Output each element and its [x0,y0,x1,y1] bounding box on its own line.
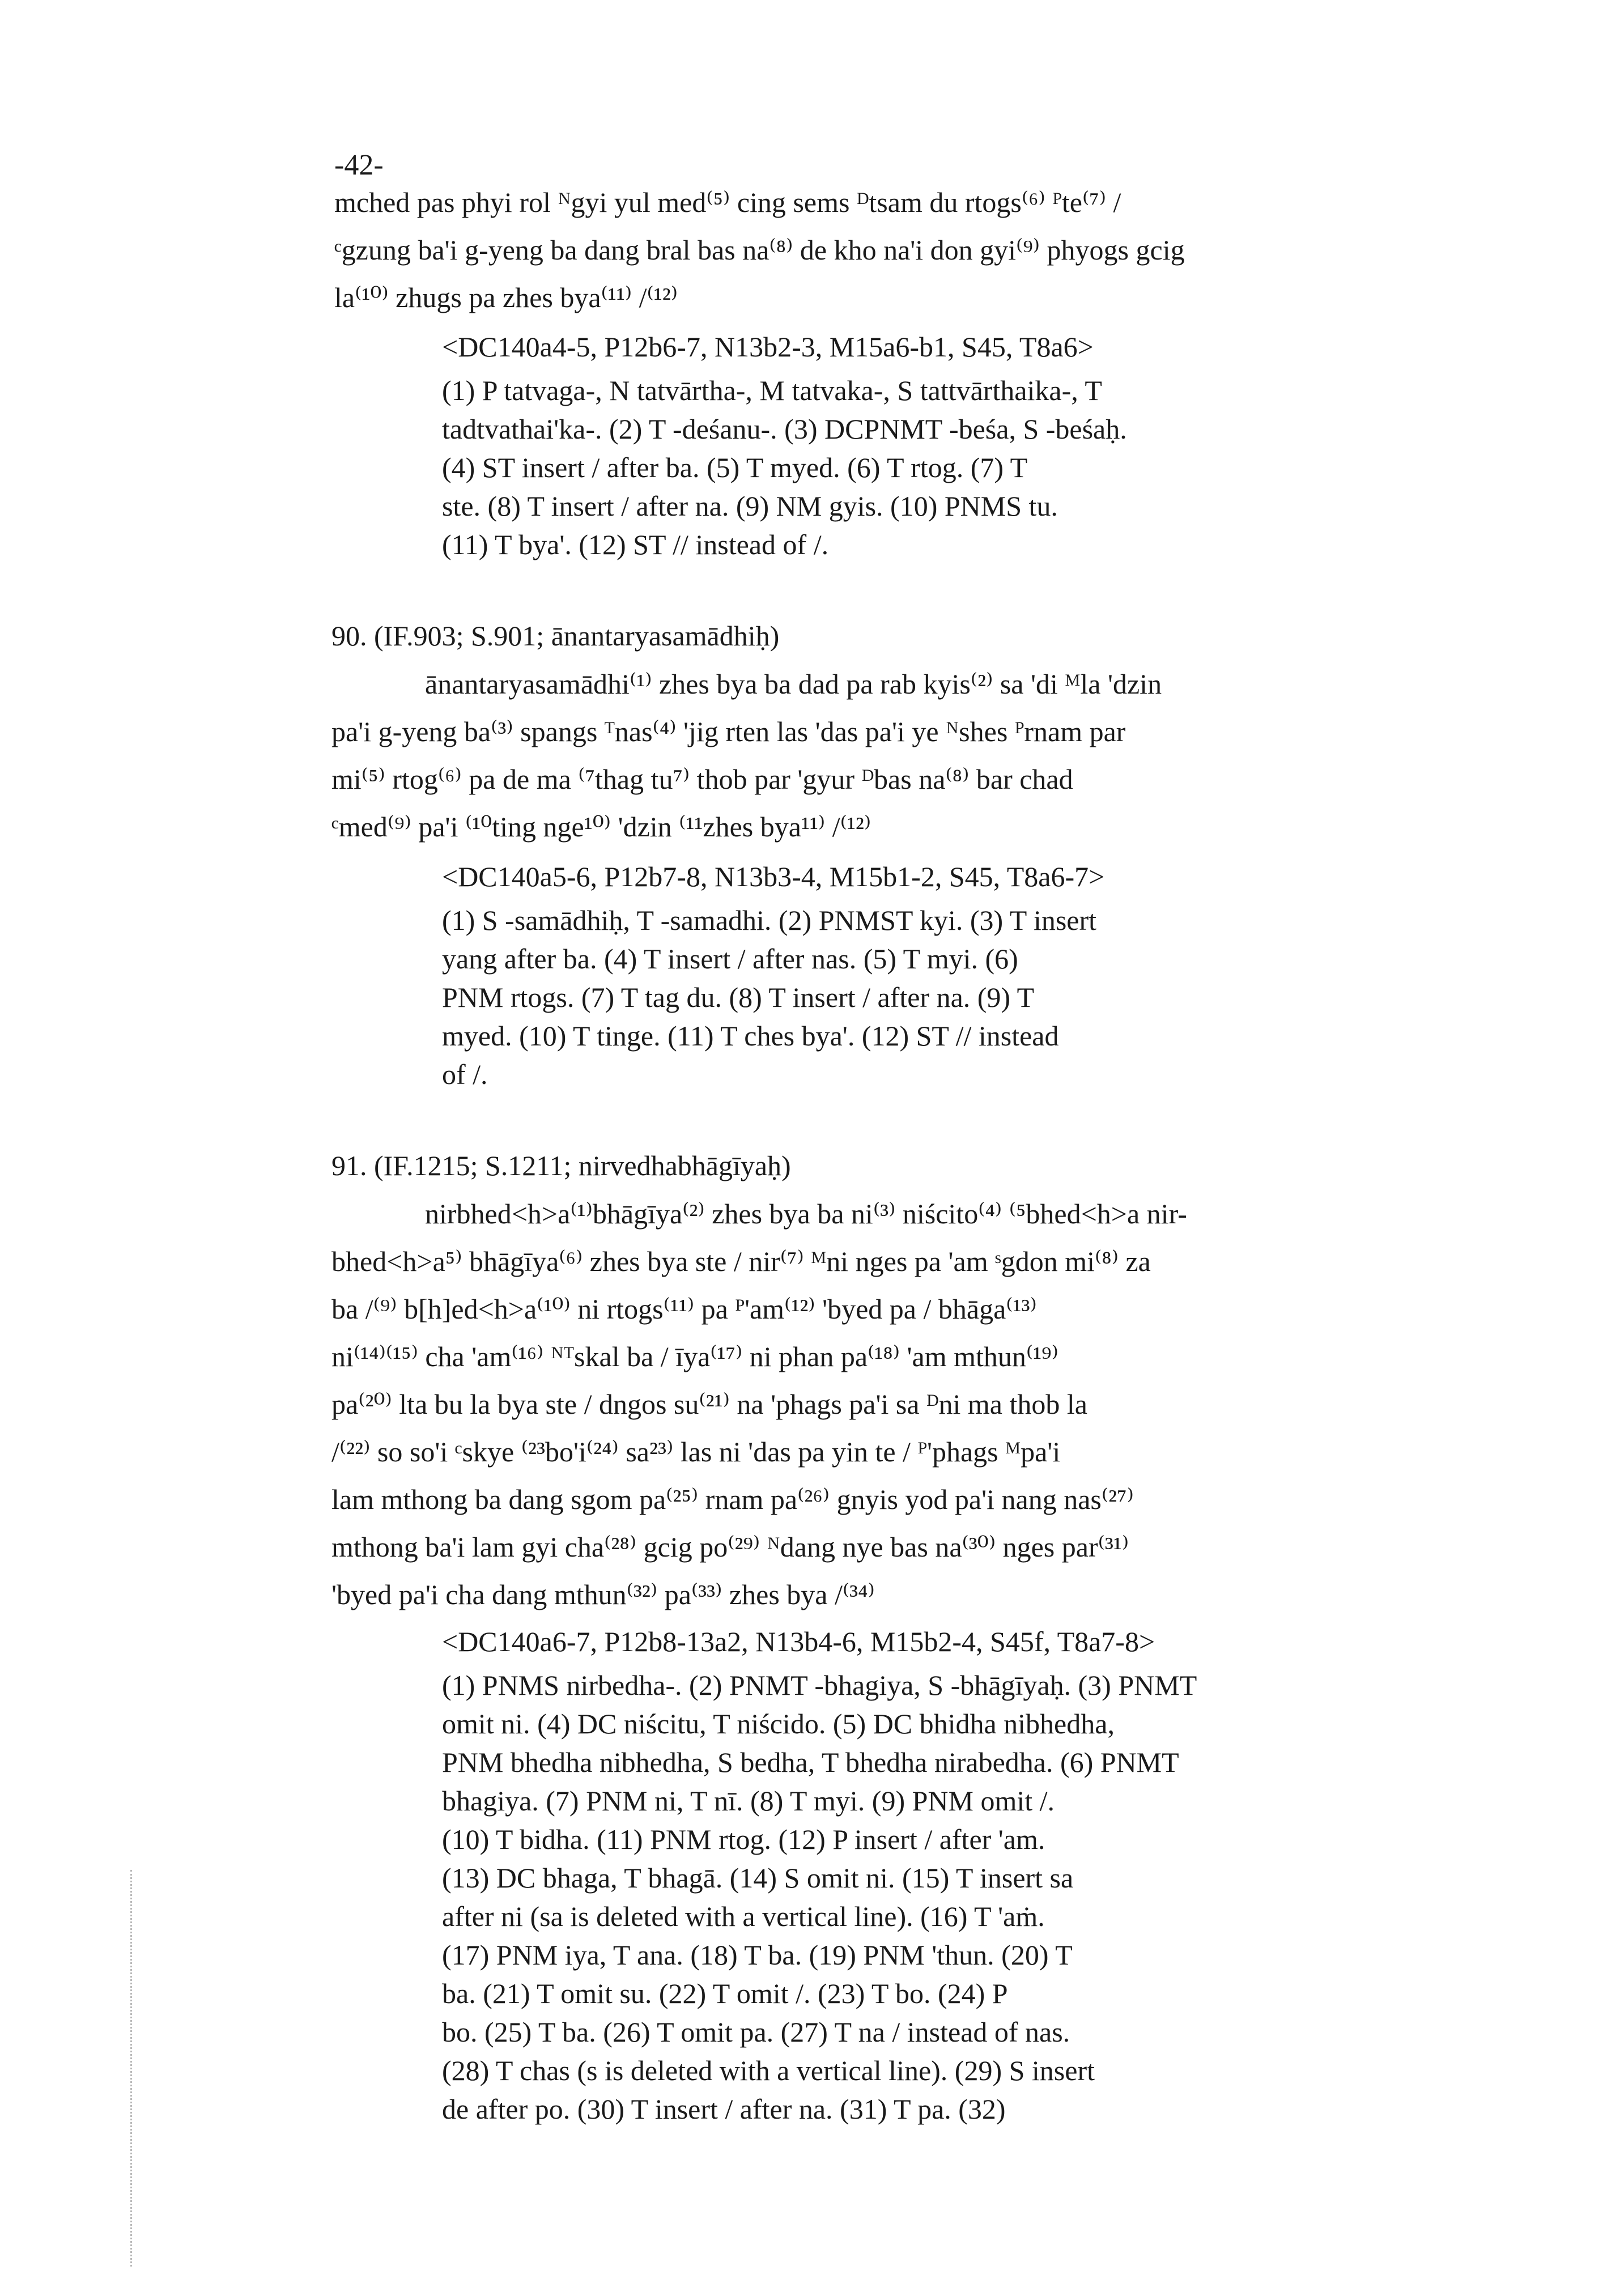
text-line: ᶜmed⁽⁹⁾ pa'i ⁽¹⁰ting nge¹⁰⁾ 'dzin ⁽¹¹zhes bya¹¹⁾ /⁽¹²⁾ [331,811,871,843]
entry-91-heading: 91. (IF.1215; S.1211; nirvedhabhāgīyaḥ) [331,1150,791,1181]
text-line: ni⁽¹⁴⁾⁽¹⁵⁾ cha 'am⁽¹⁶⁾ ᴺᵀskal ba / īya⁽¹⁷⁾ ni phan pa⁽¹⁸⁾ 'am mthun⁽¹⁹⁾ [331,1341,1058,1372]
footnote-line: tadtvathai'ka-. (2) T -deśanu-. (3) DCPNMT -beśa, S -beśaḥ. [442,413,1127,445]
text-line: /⁽²²⁾ so so'i ᶜskye ⁽²³bo'i⁽²⁴⁾ sa²³⁾ las ni 'das pa yin te / ᴾ'phags ᴹpa'i [331,1436,1061,1468]
text-line: pa⁽²⁰⁾ lta bu la bya ste / dngos su⁽²¹⁾ na 'phags pa'i sa ᴰni ma thob la [331,1388,1087,1420]
entry-91-text [331,1190,1187,1618]
footnote-line: (1) S -samādhiḥ, T -samadhi. (2) PNMST kyi. (3) T insert [442,904,1097,936]
footnote-line: (28) T chas (s is deleted with a vertical line). (29) S insert [442,2055,1095,2086]
footnote-line: omit ni. (4) DC niścitu, T niścido. (5) DC bhidha nibhedha, [442,1708,1115,1740]
footnote-line: yang after ba. (4) T insert / after nas. (5) T myi. (6) [442,943,1018,975]
page-number: -42- [334,149,384,181]
footnote-line: (13) DC bhaga, T bhagā. (14) S omit ni. (15) T insert sa [442,1862,1074,1894]
margin-dots [130,1870,134,2267]
footnote-line: after ni (sa is deleted with a vertical line). (16) T 'aṁ. [442,1900,1045,1932]
entry-90-text [331,660,1162,851]
footnote-line: (1) P tatvaga-, N tatvārtha-, M tatvaka-, S tattvārthaika-, T [442,375,1102,406]
footnote-line: PNM bhedha nibhedha, S bedha, T bhedha nirabedha. (6) PNMT [442,1746,1179,1778]
footnote-line: of /. [442,1058,488,1090]
footnote-line: (10) T bidha. (11) PNM rtog. (12) P insert / after 'am. [442,1823,1045,1855]
text-line: nirbhed<h>a⁽¹⁾bhāgīya⁽²⁾ zhes bya ba ni⁽³⁾ niścito⁽⁴⁾ ⁽⁵bhed<h>a nir- [425,1198,1187,1230]
text-line: mthong ba'i lam gyi cha⁽²⁸⁾ gcig po⁽²⁹⁾ ᴺdang nye bas na⁽³⁰⁾ nges par⁽³¹⁾ [331,1531,1129,1563]
footnote-line: (4) ST insert / after ba. (5) T myed. (6) T rtog. (7) T [442,452,1028,483]
footnote-line: de after po. (30) T insert / after na. (31) T pa. (32) [442,2093,1006,2125]
manuscript-references: <DC140a6-7, P12b8-13a2, N13b4-6, M15b2-4, S45f, T8a7-8> [442,1626,1155,1657]
footnote-line: (1) PNMS nirbedha-. (2) PNMT -bhagiya, S -bhāgīyaḥ. (3) PNMT [442,1669,1197,1701]
footnotes [442,901,1096,1094]
manuscript-references: <DC140a4-5, P12b6-7, N13b2-3, M15a6-b1, S45, T8a6> [442,331,1094,363]
footnote-line: ste. (8) T insert / after na. (9) NM gyis. (10) PNMS tu. [442,490,1058,522]
footnotes [442,371,1127,564]
manuscript-references: <DC140a5-6, P12b7-8, N13b3-4, M15b1-2, S45, T8a6-7> [442,861,1105,892]
footnote-line: (11) T bya'. (12) ST // instead of /. [442,529,829,560]
footnote-line: ba. (21) T omit su. (22) T omit /. (23) T bo. (24) P [442,1978,1008,2009]
continuation-text [334,178,1185,321]
text-line: mi⁽⁵⁾ rtog⁽⁶⁾ pa de ma ⁽⁷thag tu⁷⁾ thob par 'gyur ᴰbas na⁽⁸⁾ bar chad [331,763,1073,795]
text-line: ᶜgzung ba'i g-yeng ba dang bral bas na⁽⁸⁾ de kho na'i don gyi⁽⁹⁾ phyogs gcig [334,234,1185,266]
text-line: pa'i g-yeng ba⁽³⁾ spangs ᵀnas⁽⁴⁾ 'jig rten las 'das pa'i ye ᴺshes ᴾrnam par [331,716,1126,747]
footnote-line: bhagiya. (7) PNM ni, T nī. (8) T myi. (9) PNM omit /. [442,1785,1055,1817]
text-line: la⁽¹⁰⁾ zhugs pa zhes bya⁽¹¹⁾ /⁽¹²⁾ [334,282,678,313]
entry-90-heading: 90. (IF.903; S.901; ānantaryasamādhiḥ) [331,620,780,652]
footnotes [442,1666,1197,2128]
footnote-line: PNM rtogs. (7) T tag du. (8) T insert / after na. (9) T [442,981,1035,1013]
footnote-line: bo. (25) T ba. (26) T omit pa. (27) T na / instead of nas. [442,2016,1070,2048]
text-line: mched pas phyi rol ᴺgyi yul med⁽⁵⁾ cing sems ᴰtsam du rtogs⁽⁶⁾ ᴾte⁽⁷⁾ / [334,186,1121,218]
footnote-line: (17) PNM iya, T ana. (18) T ba. (19) PNM 'thun. (20) T [442,1939,1073,1971]
footnote-line: myed. (10) T tinge. (11) T ches bya'. (12) ST // instead [442,1020,1059,1052]
text-line: 'byed pa'i cha dang mthun⁽³²⁾ pa⁽³³⁾ zhes bya /⁽³⁴⁾ [331,1579,875,1610]
text-line: ba /⁽⁹⁾ b[h]ed<h>a⁽¹⁰⁾ ni rtogs⁽¹¹⁾ pa ᴾ'am⁽¹²⁾ 'byed pa / bhāga⁽¹³⁾ [331,1293,1037,1325]
text-line: ānantaryasamādhi⁽¹⁾ zhes bya ba dad pa rab kyis⁽²⁾ sa 'di ᴹla 'dzin [425,668,1162,700]
text-line: lam mthong ba dang sgom pa⁽²⁵⁾ rnam pa⁽²⁶⁾ gnyis yod pa'i nang nas⁽²⁷⁾ [331,1483,1134,1515]
text-line: bhed<h>a⁵⁾ bhāgīya⁽⁶⁾ zhes bya ste / nir⁽⁷⁾ ᴹni nges pa 'am ˢgdon mi⁽⁸⁾ za [331,1245,1151,1277]
